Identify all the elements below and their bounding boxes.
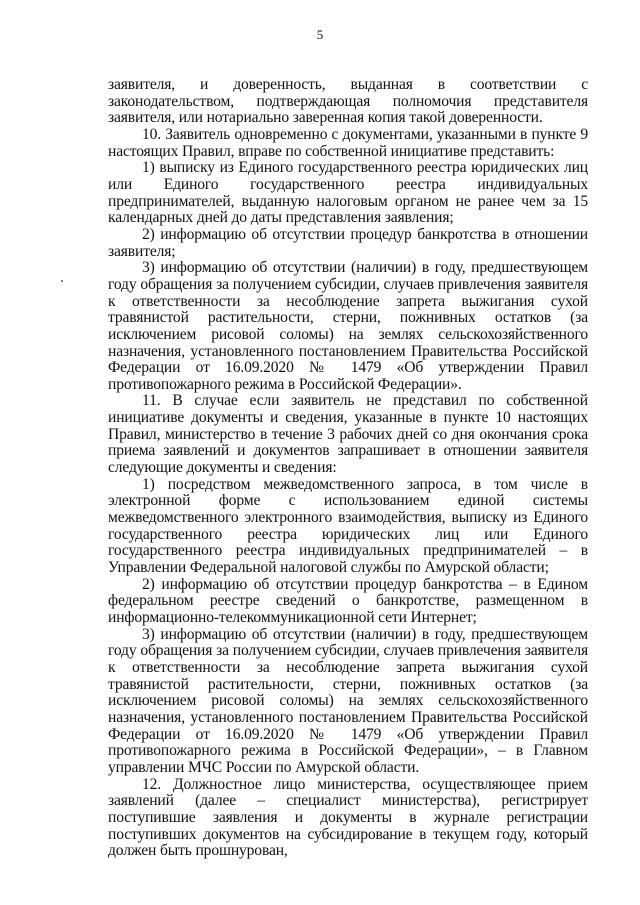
paragraph-continuation: заявителя, и доверенность, выданная в соответствии с законодательством, подтверждающая полномочия представителя заявителя, или нотариально заверенная копия такой доверенности.: [108, 76, 588, 127]
paragraph-clause-10-item-3: 3) информацию об отсутствии (наличии) в году, предшествующем году обращения за получением субсидии, случаев привлечения заявителя к ответственности за несоблюдение запрета выжигания сухой травянистой растительности, стерни, пожнивных остатков (за исключением рисовой соломы) на землях сельскохозяйственного назначения, установленного постановлением Правительства Российской Федерации от 16.09.2020 № 1479 «Об утверждении Правил противопожарного режима в Российской Федерации».: [108, 259, 588, 393]
paragraph-clause-10-item-2: 2) информацию об отсутствии процедур банкротства в отношении заявителя;: [108, 225, 588, 260]
paragraph-clause-11-item-3: 3) информацию об отсутствии (наличии) в году, предшествующем году обращения за получением субсидии, случаев привлечения заявителя к ответственности за несоблюдение запрета выжигания сухой травянистой растительности, стерни, пожнивных остатков (за исключением рисовой соломы) на землях сельскохозяйственного назначения, установленного постановлением Правительства Российской Федерации от 16.09.2020 № 1479 «Об утверждении Правил противопожарного режима в Российской Федерации», – в Главном управлении МЧС России по Амурской области.: [108, 625, 588, 776]
margin-speck: [61, 280, 63, 282]
paragraph-clause-11-item-2: 2) информацию об отсутствии процедур банкротства – в Едином федеральном реестре сведений о банкротстве, размещенном в информационно-телекоммуникационной сети Интернет;: [108, 575, 588, 626]
paragraph-clause-11-item-1: 1) посредством межведомственного запроса, в том числе в электронной форме с использованием единой системы межведомственного электронного взаимодействия, выписку из Единого государственного реестра юридических лиц или Единого государственного реестра индивидуальных предпринимателей – в Управлении Федеральной налоговой службы по Амурской области;: [108, 475, 588, 577]
paragraph-clause-11: 11. В случае если заявитель не представил по собственной инициативе документы и сведения, указанные в пункте 10 настоящих Правил, министерство в течение 3 рабочих дней со дня окончания срока приема заявлений и документов запрашивает в отношении заявителя следующие документы и сведения:: [108, 392, 588, 477]
page-number: 5: [316, 27, 324, 42]
paragraph-clause-10-item-1: 1) выписку из Единого государственного реестра юридических лиц или Единого государственного реестра индивидуальных предпринимателей, выданную налоговым органом не ранее чем за 15 календарных дней до даты представления заявления;: [108, 159, 588, 227]
paragraph-clause-12: 12. Должностное лицо министерства, осуществляющее прием заявлений (далее – специалист министерства), регистрирует поступившие заявления и документы в журнале регистрации поступивших документов на субсидирование в текущем году, который должен быть прошнурован,: [108, 775, 588, 860]
paragraph-clause-10: 10. Заявитель одновременно с документами, указанными в пункте 9 настоящих Правил, вправе по собственной инициативе представить:: [108, 125, 588, 160]
document-body: [108, 77, 588, 860]
